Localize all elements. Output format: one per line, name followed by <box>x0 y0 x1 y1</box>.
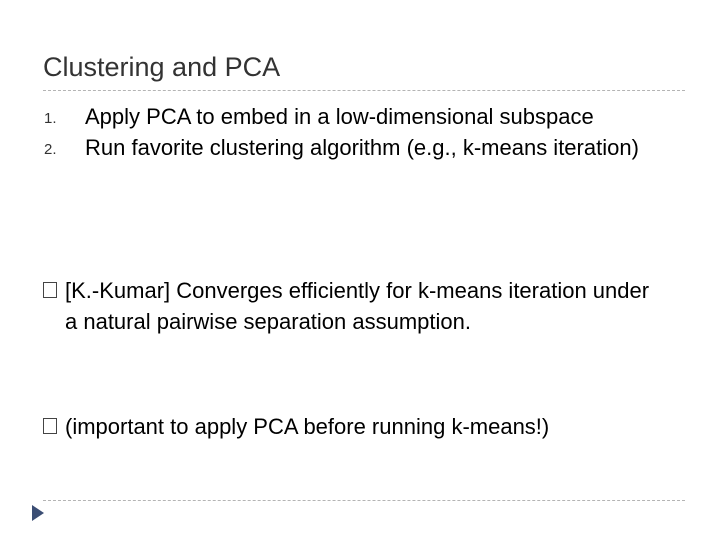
list-item-text: Apply PCA to embed in a low-dimensional subspace <box>85 104 594 129</box>
bullet-item-important <box>43 411 663 442</box>
numbered-list-item <box>44 132 644 163</box>
list-number: 2. <box>44 141 57 158</box>
square-bullet-icon <box>43 418 57 434</box>
title-divider <box>43 90 685 91</box>
bullet-text: [K.-Kumar] Converges efficiently for k-means iteration under a natural pairwise separation assumption. <box>65 278 650 334</box>
bullet-item-kumar <box>43 275 663 337</box>
footer-divider <box>43 500 685 501</box>
slide-title: Clustering and PCA <box>43 52 281 82</box>
play-arrow-icon[interactable] <box>32 505 44 521</box>
list-item-text: Run favorite clustering algorithm (e.g., k-means iteration) <box>85 135 639 160</box>
square-bullet-icon <box>43 282 57 298</box>
numbered-list-item <box>44 101 644 132</box>
bullet-text: (important to apply PCA before running k-means!) <box>65 414 550 439</box>
numbered-list <box>44 101 644 163</box>
list-number: 1. <box>44 110 57 127</box>
